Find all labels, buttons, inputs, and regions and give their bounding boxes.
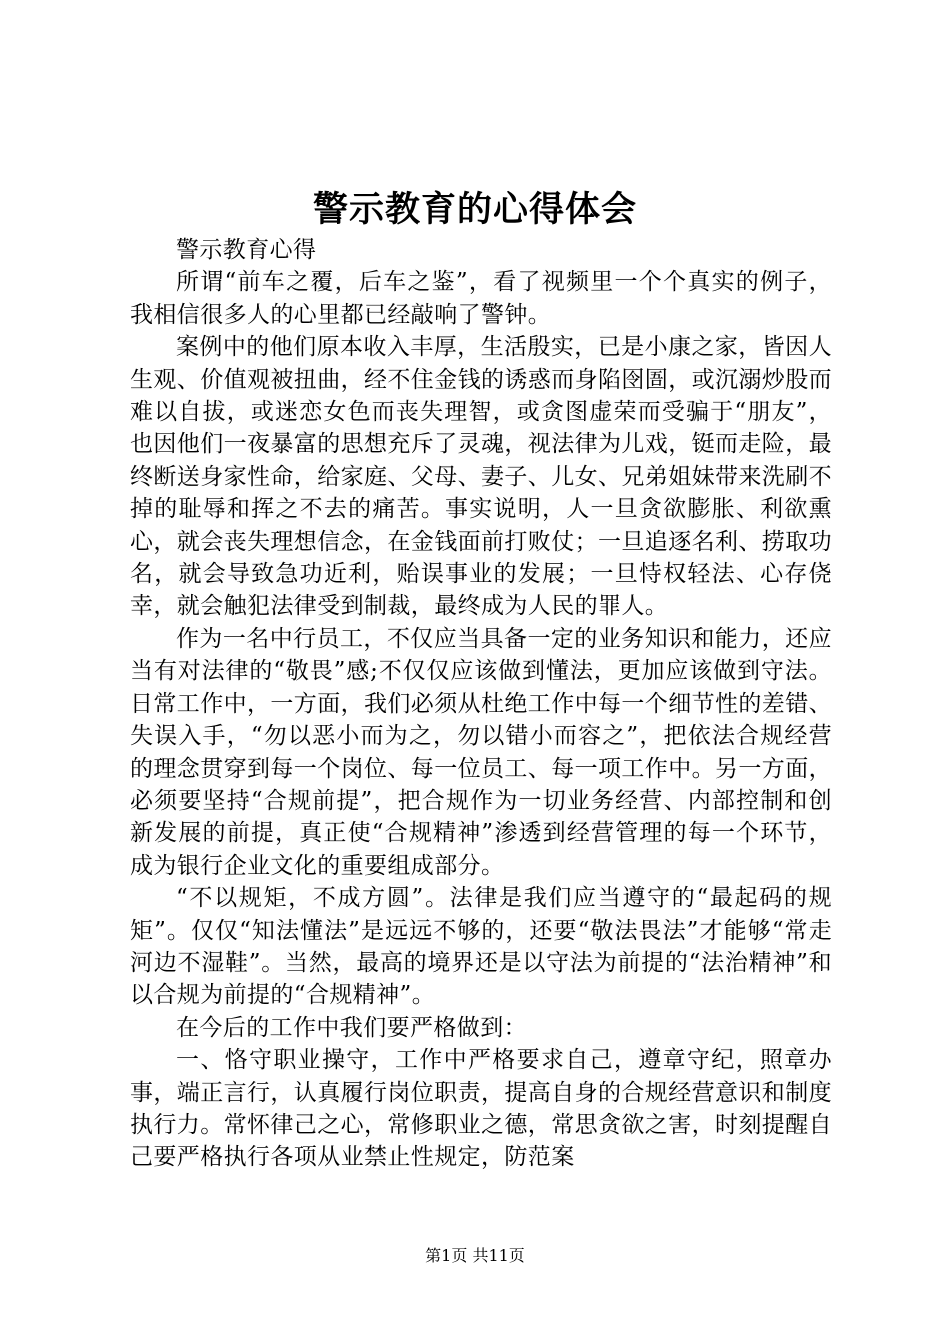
paragraph-cases: 案例中的他们原本收入丰厚，生活殷实，已是小康之家，皆因人生观、价值观被扭曲，经不住金钱的诱惑而身陷囹圄，或沉溺炒股而难以自拔，或迷恋女色而丧失理智，或贪图虚荣而受骗于“朋友”，也因他们一夜暴富的思想充斥了灵魂，视法律为儿戏，铤而走险，最终断送身家性命，给家庭、父母、妻子、儿女、兄弟姐妹带来洗刷不掉的耻辱和挥之不去的痛苦。事实说明，人一旦贪欲膨胀、利欲熏心，就会丧失理想信念，在金钱面前打败仗；一旦追逐名利、捞取功名，就会导致急功近利，贻误事业的发展；一旦恃权轻法、心存侥幸，就会触犯法律受到制裁，最终成为人民的罪人。 bbox=[130, 334, 832, 620]
paragraph-rules: “不以规矩，不成方圆”。法律是我们应当遵守的“最起码的规矩”。仅仅“知法懂法”是远远不够的，还要“敬法畏法”才能够“常走河边不湿鞋”。当然，最高的境界还是以守法为前提的“法治精神”和以合规为前提的“合规精神”。 bbox=[130, 885, 832, 1009]
paragraph-intro: 所谓“前车之覆，后车之鉴”，看了视频里一个个真实的例子，我相信很多人的心里都已经敲响了警钟。 bbox=[130, 269, 832, 328]
document-body bbox=[130, 234, 832, 1174]
paragraph-future-work: 在今后的工作中我们要严格做到： bbox=[176, 1014, 527, 1041]
paragraph-subtitle: 警示教育心得 bbox=[176, 237, 317, 263]
paragraph-item-one: 一、恪守职业操守，工作中严格要求自己，遵章守纪，照章办事，端正言行，认真履行岗位职责，提高自身的合规经营意识和制度执行力。常怀律己之心，常修职业之德，常思贪欲之害，时刻提醒自己要严格执行各项从业禁止性规定，防范案 bbox=[130, 1047, 832, 1171]
document-title: 警示教育的心得体会 bbox=[312, 189, 637, 230]
paragraph-employee-duty: 作为一名中行员工，不仅应当具备一定的业务知识和能力，还应当有对法律的“敬畏”感;不仅仅应该做到懂法，更加应该做到守法。日常工作中，一方面，我们必须从杜绝工作中每一个细节性的差错、失误入手，“勿以恶小而为之，勿以错小而容之”，把依法合规经营的理念贯穿到每一个岗位、每一位员工、每一项工作中。另一方面，必须要坚持“合规前提”，把合规作为一切业务经营、内部控制和创新发展的前提，真正使“合规精神”渗透到经营管理的每一个环节，成为银行企业文化的重要组成部分。 bbox=[130, 625, 832, 879]
page-footer: 第1页 共11页 bbox=[425, 1246, 525, 1265]
